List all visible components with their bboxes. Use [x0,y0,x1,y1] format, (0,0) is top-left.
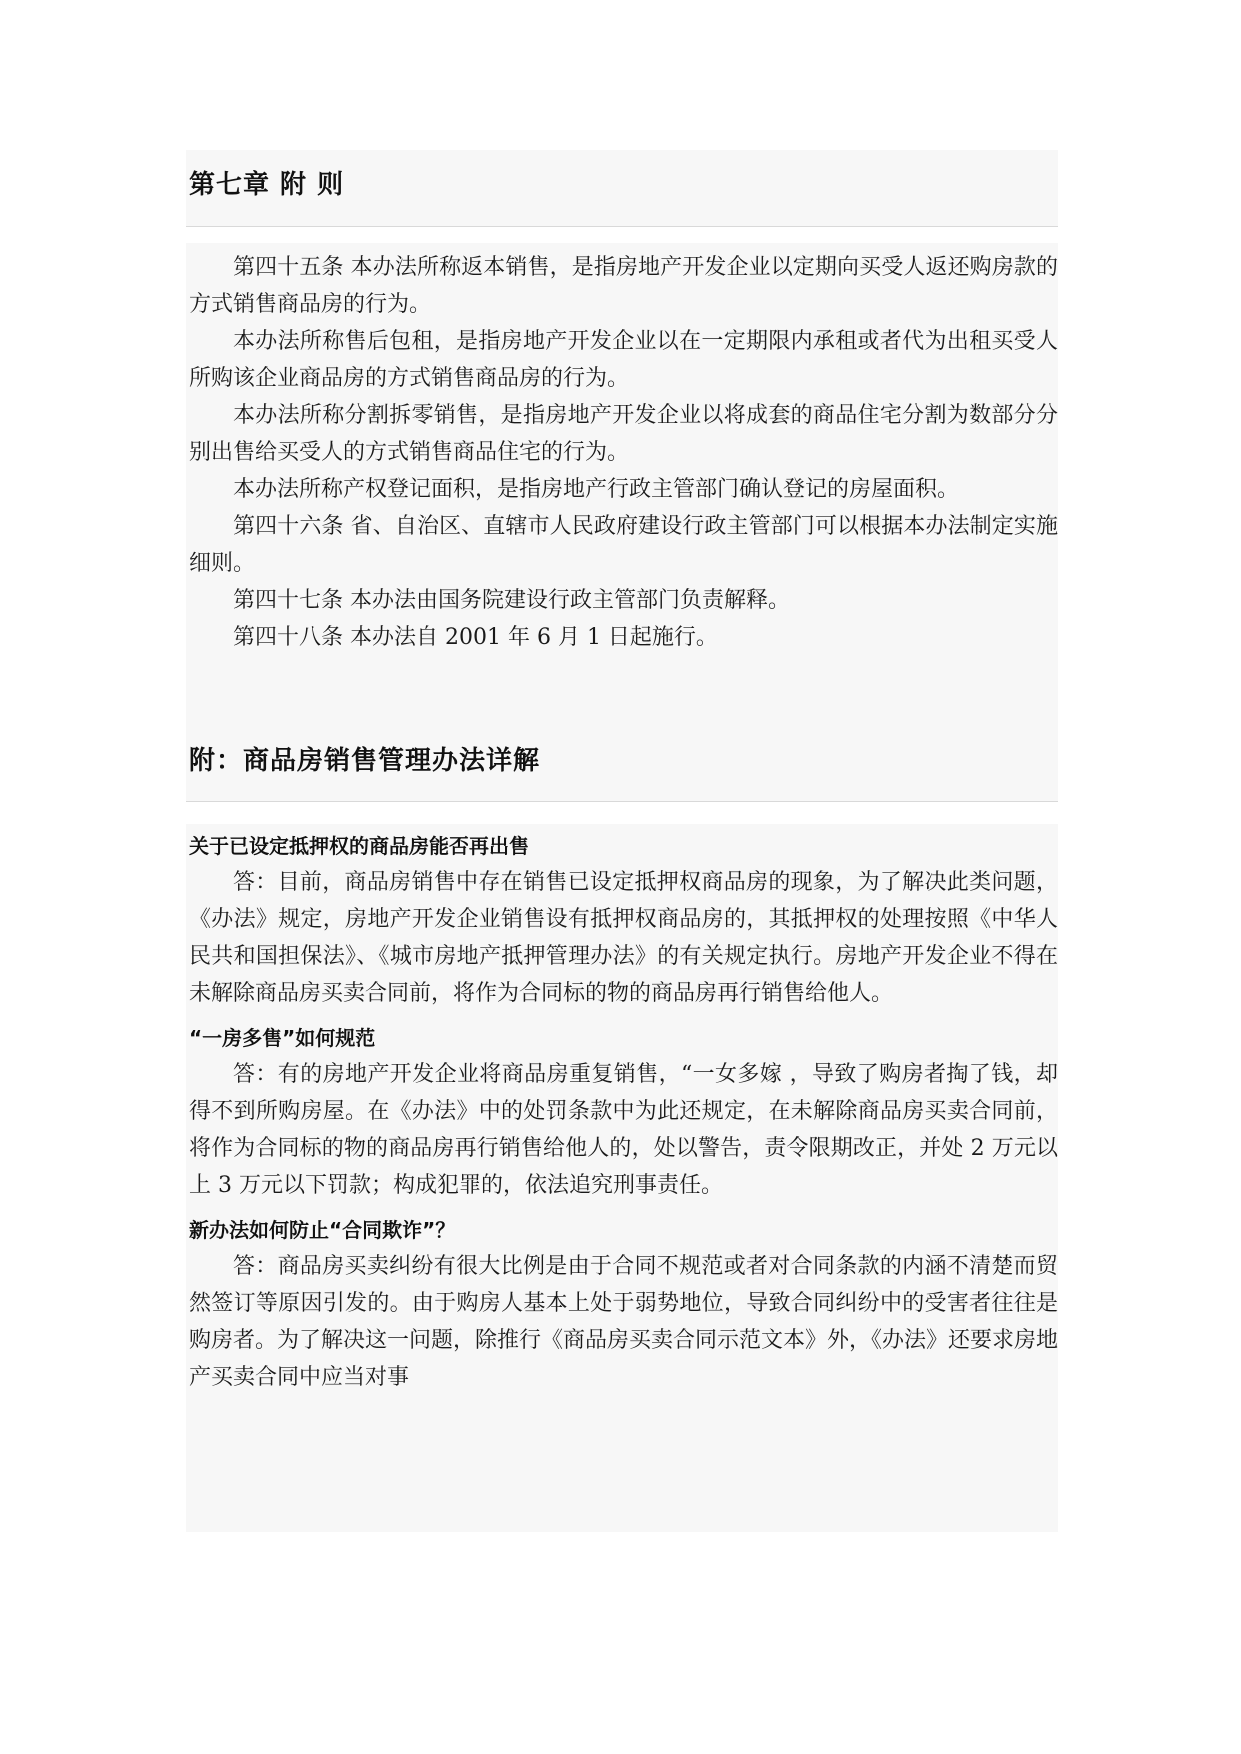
answer-paragraph: 答：目前，商品房销售中存在销售已设定抵押权商品房的现象，为了解决此类问题，《办法》规定，房地产开发企业销售设有抵押权商品房的，其抵押权的处理按照《中华人民共和国担保法》、《城市房地产抵押管理办法》的有关规定执行。房地产开发企业不得在未解除商品房买卖合同前，将作为合同标的物的商品房再行销售给他人。 [189,870,1058,1006]
qa-item [189,828,1058,1012]
question-heading: “一房多售”如何规范 [189,1026,376,1050]
appendix-title: 附：商品房销售管理办法详解 [189,746,541,776]
article-paragraph: 本办法所称售后包租，是指房地产开发企业以在一定期限内承租或者代为出租买受人所购该企业商品房的方式销售商品房的行为。 [189,329,1058,391]
chapter-title: 第七章 附 则 [189,170,345,200]
chapter-heading-block [186,150,1058,227]
article-paragraph: 第四十七条 本办法由国务院建设行政主管部门负责解释。 [233,588,790,613]
article-paragraph: 第四十五条 本办法所称返本销售，是指房地产开发企业以定期向买受人返还购房款的方式销售商品房的行为。 [189,255,1058,317]
article-paragraph: 本办法所称产权登记面积，是指房地产行政主管部门确认登记的房屋面积。 [233,477,960,502]
answer-paragraph: 答：有的房地产开发企业将商品房重复销售，“一女多嫁 ，导致了购房者掏了钱，却得不到所购房屋。在《办法》中的处罚条款中为此还规定，在未解除商品房买卖合同前，将作为合同标的物的商品房再行销售给他人的，处以警告，责令限期改正，并处 2 万元以上 3 万元以下罚款；构成犯罪的，依法追究刑事责任。 [189,1062,1058,1198]
qa-section [186,824,1058,1532]
appendix-heading-block [186,723,1058,802]
page-content [186,150,1058,1532]
article-paragraph: 本办法所称分割拆零销售，是指房地产开发企业以将成套的商品住宅分割为数部分分别出售给买受人的方式销售商品住宅的行为。 [189,403,1058,465]
article-paragraph: 第四十六条 省、自治区、直辖市人民政府建设行政主管部门可以根据本办法制定实施细则。 [189,514,1058,576]
article-paragraph: 第四十八条 本办法自 2001 年 6 月 1 日起施行。 [233,625,718,650]
qa-item [189,1020,1058,1204]
chapter-body [186,243,1058,723]
answer-paragraph: 答：商品房买卖纠纷有很大比例是由于合同不规范或者对合同条款的内涵不清楚而贸然签订等原因引发的。由于购房人基本上处于弱势地位，导致合同纠纷中的受害者往往是购房者。为了解决这一问题，除推行《商品房买卖合同示范文本》外，《办法》还要求房地产买卖合同中应当对事 [189,1254,1059,1390]
question-heading: 关于已设定抵押权的商品房能否再出售 [189,834,529,858]
question-heading: 新办法如何防止“合同欺诈”？ [189,1218,456,1242]
qa-item [189,1212,1058,1396]
